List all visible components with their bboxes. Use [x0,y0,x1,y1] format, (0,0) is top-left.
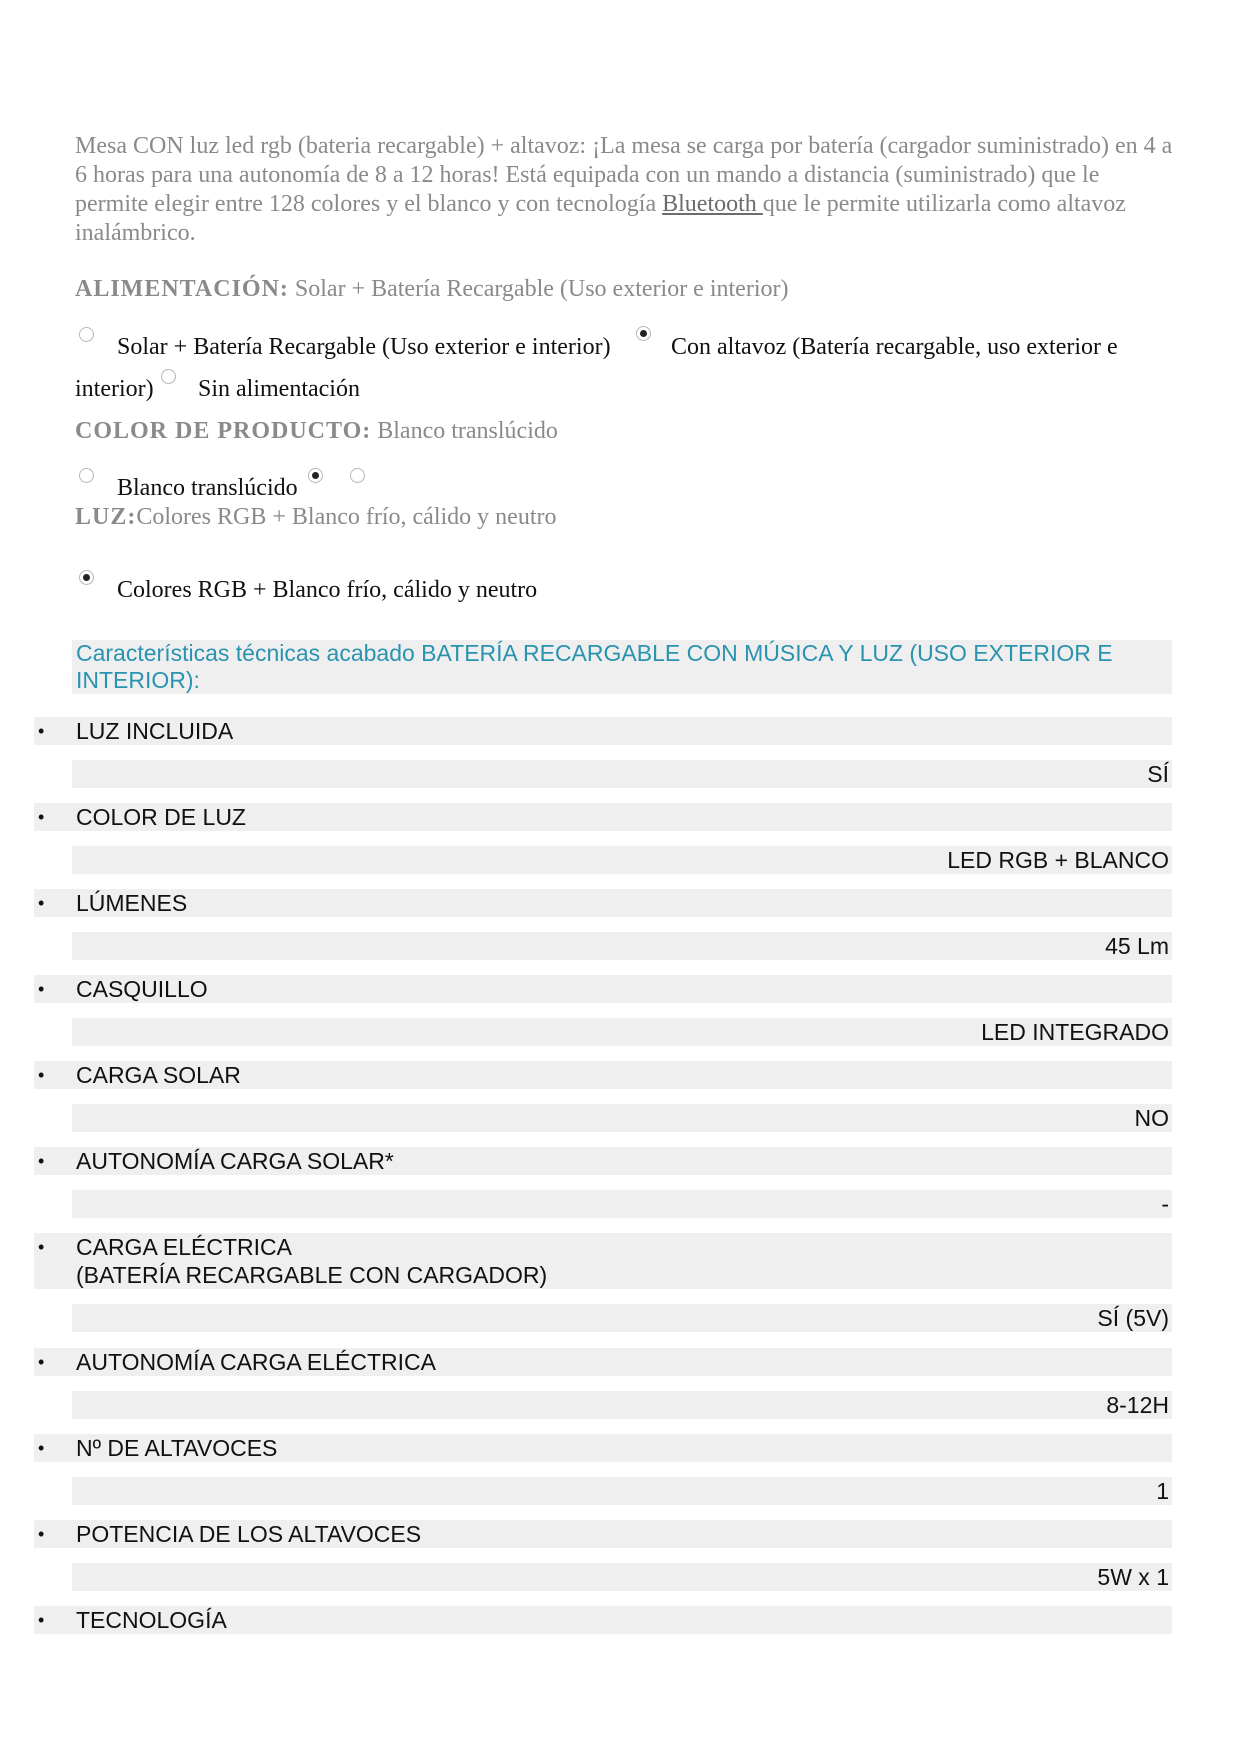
spec-value-row [72,1563,1172,1591]
spec-value-row [72,932,1172,960]
bullet-icon: • [38,721,45,741]
spec-value-row [72,1477,1172,1505]
spec-value: 45 Lm [1105,933,1169,959]
spec-label-row [34,803,1172,831]
bullet-icon: • [38,1524,45,1544]
bluetooth-link[interactable]: Bluetooth [662,191,763,217]
spec-value-row [72,846,1172,874]
color-producto-heading [75,418,558,445]
spec-value-row [72,760,1172,788]
color-producto-value: Blanco translúcido [371,418,558,444]
radio-colores-rgb[interactable] [79,570,94,585]
luz-label: LUZ: [75,504,137,530]
spec-label: CARGA SOLAR [76,1062,241,1088]
spec-label: CASQUILLO [76,976,208,1002]
bullet-icon: • [38,1610,45,1630]
spec-value: 5W x 1 [1097,1564,1169,1590]
bullet-icon: • [38,1438,45,1458]
spec-label: LUZ INCLUIDA [76,718,234,744]
tech-specs-title: Características técnicas acabado BATERÍA RECARGABLE CON MÚSICA Y LUZ (USO EXTERIOR E INTERIOR): [72,640,1172,694]
description-text-end: que le permite utilizarla como altavoz inalámbrico. [75,191,1126,246]
spec-label: LÚMENES [76,890,188,916]
alimentacion-label: ALIMENTACIÓN: [75,276,289,302]
color-producto-label: COLOR DE PRODUCTO: [75,418,372,444]
spec-label-line2: (BATERÍA RECARGABLE CON CARGADOR) [76,1262,548,1288]
radio-con-altavoz[interactable] [636,326,651,341]
product-description [75,132,1175,248]
spec-value: 1 [1156,1478,1169,1504]
bullet-icon: • [38,1352,45,1372]
spec-value-row [72,1104,1172,1132]
luz-value: Colores RGB + Blanco frío, cálido y neutro [136,504,557,530]
spec-label-row [34,1348,1172,1376]
radio-blanco-translucido[interactable] [79,468,94,483]
spec-label-row [34,717,1172,745]
spec-label: POTENCIA DE LOS ALTAVOCES [76,1521,422,1547]
description-text: Mesa CON luz led rgb (bateria recargable) + altavoz: ¡La mesa se carga por batería (cargador suministrado) en 4 a 6 horas para una autonomía de 8 a 12 horas! Está equipada con un mando a distancia (suministrado) que le permite elegir entre 128 colores y el blanco y con tecnología [75,133,1173,217]
radio-color-option-3[interactable] [350,468,365,483]
spec-value-row [72,1391,1172,1419]
spec-label-row [34,1233,1172,1289]
spec-label-row [34,1520,1172,1548]
spec-value: LED RGB + BLANCO [947,847,1169,873]
spec-value: LED INTEGRADO [981,1019,1169,1045]
spec-label: AUTONOMÍA CARGA ELÉCTRICA [76,1349,436,1375]
option-solar-bateria-label: Solar + Batería Recargable (Uso exterior e interior) [117,334,611,360]
spec-value: SÍ (5V) [1097,1305,1169,1331]
spec-label-row [34,889,1172,917]
spec-value-row [72,1304,1172,1332]
bullet-icon: • [38,979,45,999]
spec-label-row [34,975,1172,1003]
option-blanco-translucido-label: Blanco translúcido [117,475,298,501]
spec-label-row [34,1606,1172,1634]
spec-value: 8-12H [1106,1392,1169,1418]
spec-value-row [72,1190,1172,1218]
alimentacion-value: Solar + Batería Recargable (Uso exterior e interior) [288,276,789,302]
spec-label-row [34,1147,1172,1175]
spec-label-row [34,1061,1172,1089]
spec-label-row [34,1434,1172,1462]
option-con-altavoz-label: Con altavoz (Batería recargable, uso exterior e [671,334,1118,360]
radio-solar-bateria[interactable] [79,327,94,342]
bullet-icon: • [38,1151,45,1171]
spec-label: AUTONOMÍA CARGA SOLAR* [76,1148,394,1174]
radio-sin-alimentacion[interactable] [161,369,176,384]
alimentacion-heading [75,276,788,303]
option-con-altavoz-label-cont: interior) [75,376,154,402]
spec-value: SÍ [1147,761,1169,787]
bullet-icon: • [38,893,45,913]
option-sin-alimentacion-label: Sin alimentación [198,376,360,402]
bullet-icon: • [38,807,45,827]
bullet-icon: • [38,1237,45,1257]
spec-label: CARGA ELÉCTRICA [76,1234,292,1260]
spec-label: Nº DE ALTAVOCES [76,1435,278,1461]
spec-value: - [1161,1191,1169,1217]
spec-value-row [72,1018,1172,1046]
option-colores-rgb-label: Colores RGB + Blanco frío, cálido y neutro [117,577,538,603]
spec-label: COLOR DE LUZ [76,804,246,830]
spec-value: NO [1134,1105,1169,1131]
bullet-icon: • [38,1065,45,1085]
radio-color-option-2[interactable] [308,468,323,483]
luz-heading [75,504,556,531]
spec-label: TECNOLOGÍA [76,1607,227,1633]
